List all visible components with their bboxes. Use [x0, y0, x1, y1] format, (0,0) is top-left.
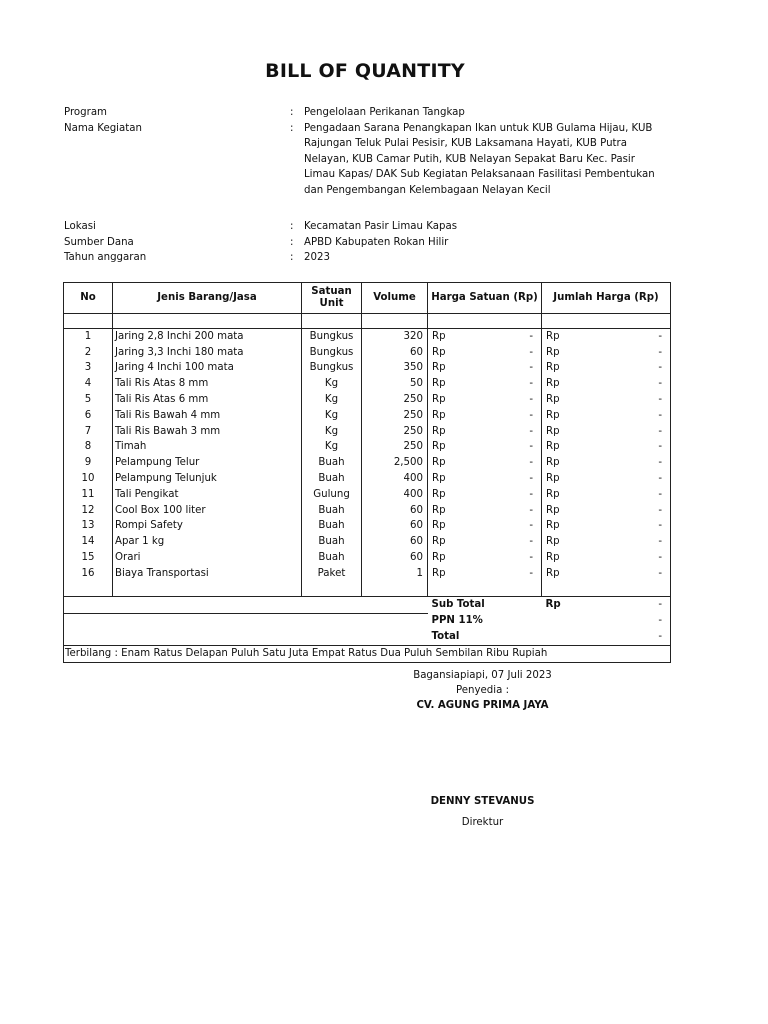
row-harga-satuan [428, 424, 542, 440]
row-harga-satuan [428, 392, 542, 408]
meta-label: Nama Kegiatan [64, 122, 142, 134]
boq-table [63, 282, 671, 663]
amount-dash: - [529, 330, 533, 342]
subtotal-row-label: Sub Total [431, 598, 485, 610]
meta-row-program [64, 105, 664, 121]
row-item: Cool Box 100 liter [113, 503, 302, 519]
row-item: Tali Ris Atas 6 mm [113, 392, 302, 408]
amount-dash: - [658, 504, 662, 516]
ppn-row-value [542, 613, 671, 629]
amount-dash: - [529, 504, 533, 516]
row-unit: Paket [302, 566, 362, 582]
row-volume: 60 [362, 503, 428, 519]
table-row [64, 361, 671, 377]
table-row [64, 471, 671, 487]
row-item: Tali Ris Bawah 4 mm [113, 408, 302, 424]
row-unit: Bungkus [302, 345, 362, 361]
amount-dash: - [529, 552, 533, 564]
row-no: 7 [64, 424, 113, 440]
row-item: Timah [113, 440, 302, 456]
currency-label: Rp [432, 473, 446, 485]
row-jumlah-harga [542, 376, 671, 392]
currency-label: Rp [432, 330, 446, 342]
amount-dash: - [529, 378, 533, 390]
row-unit: Bungkus [302, 361, 362, 377]
table-spacer-row [64, 582, 671, 597]
header-volume: Volume [362, 283, 428, 314]
row-jumlah-harga [542, 566, 671, 582]
currency-label: Rp [432, 362, 446, 374]
row-item: Apar 1 kg [113, 534, 302, 550]
row-item: Jaring 3,3 Inchi 180 mata [113, 345, 302, 361]
currency-label: Rp [546, 394, 560, 406]
currency-label: Rp [546, 457, 560, 469]
row-no: 16 [64, 566, 113, 582]
header-no: No [64, 283, 113, 314]
row-harga-satuan [428, 519, 542, 535]
table-row [64, 440, 671, 456]
row-volume: 250 [362, 408, 428, 424]
row-item: Jaring 4 Inchi 100 mata [113, 361, 302, 377]
amount-dash: - [529, 520, 533, 532]
amount-dash: - [658, 330, 662, 342]
signature-block [380, 668, 585, 713]
meta-value: APBD Kabupaten Rokan Hilir [304, 236, 449, 248]
row-unit: Buah [302, 519, 362, 535]
row-harga-satuan [428, 345, 542, 361]
row-no: 1 [64, 329, 113, 345]
row-volume: 60 [362, 550, 428, 566]
row-jumlah-harga [542, 424, 671, 440]
row-harga-satuan [428, 329, 542, 345]
currency-label: Rp [432, 441, 446, 453]
currency-label: Rp [432, 457, 446, 469]
row-volume: 60 [362, 534, 428, 550]
currency-label: Rp [545, 598, 561, 610]
row-unit: Kg [302, 392, 362, 408]
meta-value: Pengadaan Sarana Penangkapan Ikan untuk KUB Gulama Hijau, KUB Rajungan Teluk Pulai Pesisir, KUB Laksamana Hayati, KUB Putra Nelayan, KUB Camar Putih, KUB Nelayan Sepakat Baru Kec. Pasir Limau Kapas/ DAK Sub Kegiatan Pelaksanaan Fasilitasi Pembentukan dan Pengembangan Kelembagaan Nelayan Kecil [304, 122, 655, 196]
row-unit: Buah [302, 534, 362, 550]
currency-label: Rp [432, 346, 446, 358]
amount-dash: - [529, 473, 533, 485]
currency-label: Rp [432, 552, 446, 564]
document-title: BILL OF QUANTITY [265, 60, 465, 82]
row-harga-satuan [428, 440, 542, 456]
row-jumlah-harga [542, 361, 671, 377]
amount-dash: - [658, 346, 662, 358]
currency-label: Rp [546, 504, 560, 516]
row-no: 5 [64, 392, 113, 408]
header-jenis: Jenis Barang/Jasa [113, 283, 302, 314]
amount-dash: - [658, 488, 662, 500]
row-unit: Buah [302, 550, 362, 566]
table-row [64, 345, 671, 361]
header-jumlah-harga: Jumlah Harga (Rp) [542, 283, 671, 314]
ppn-row [64, 613, 671, 629]
currency-label: Rp [432, 394, 446, 406]
row-harga-satuan [428, 376, 542, 392]
currency-label: Rp [546, 441, 560, 453]
row-no: 15 [64, 550, 113, 566]
row-jumlah-harga [542, 440, 671, 456]
table-row [64, 487, 671, 503]
row-item: Tali Pengikat [113, 487, 302, 503]
table-row [64, 329, 671, 345]
currency-label: Rp [432, 520, 446, 532]
meta-row-lokasi [64, 219, 664, 235]
header-harga-satuan: Harga Satuan (Rp) [428, 283, 542, 314]
table-row [64, 392, 671, 408]
row-item: Biaya Transportasi [113, 566, 302, 582]
subtotal-row-value [542, 596, 671, 613]
amount-dash: - [658, 425, 662, 437]
row-harga-satuan [428, 455, 542, 471]
row-unit: Kg [302, 424, 362, 440]
row-volume: 250 [362, 392, 428, 408]
meta-label: Tahun anggaran [64, 252, 147, 264]
row-harga-satuan [428, 487, 542, 503]
amount-dash: - [658, 473, 662, 485]
row-item: Rompi Safety [113, 519, 302, 535]
currency-label: Rp [546, 346, 560, 358]
total-row [64, 629, 671, 645]
row-harga-satuan [428, 534, 542, 550]
row-jumlah-harga [542, 455, 671, 471]
row-no: 8 [64, 440, 113, 456]
row-volume: 1 [362, 566, 428, 582]
amount-dash: - [658, 409, 662, 421]
meta-label: Lokasi [64, 221, 96, 232]
currency-label: Rp [546, 362, 560, 374]
meta-row-nama-kegiatan [64, 121, 664, 199]
row-volume: 400 [362, 487, 428, 503]
amount-dash: - [529, 441, 533, 453]
amount-dash: - [529, 536, 533, 548]
row-volume: 2,500 [362, 455, 428, 471]
table-row [64, 455, 671, 471]
signer-title: Direktur [461, 817, 504, 828]
row-no: 11 [64, 487, 113, 503]
terbilang-row [64, 646, 671, 663]
row-jumlah-harga [542, 329, 671, 345]
total-row-value [542, 629, 671, 645]
meta-colon: : [290, 122, 294, 134]
row-jumlah-harga [542, 503, 671, 519]
row-jumlah-harga [542, 392, 671, 408]
row-jumlah-harga [542, 487, 671, 503]
company-name: CV. AGUNG PRIMA JAYA [416, 700, 549, 711]
table-row [64, 424, 671, 440]
amount-dash: - [658, 378, 662, 390]
row-item: Tali Ris Bawah 3 mm [113, 424, 302, 440]
currency-label: Rp [546, 552, 560, 564]
currency-label: Rp [546, 378, 560, 390]
amount-dash: - [658, 441, 662, 453]
row-no: 14 [64, 534, 113, 550]
subtotal-row [64, 596, 671, 613]
row-no: 10 [64, 471, 113, 487]
amount-dash: - [658, 631, 662, 643]
meta-colon: : [290, 252, 294, 264]
amount-dash: - [658, 598, 662, 610]
row-volume: 60 [362, 345, 428, 361]
place-date: Bagansiapiapi, 07 Juli 2023 [413, 670, 552, 681]
table-row [64, 519, 671, 535]
table-row [64, 566, 671, 582]
row-no: 2 [64, 345, 113, 361]
meta-block-bottom [64, 219, 664, 266]
row-item: Pelampung Telur [113, 455, 302, 471]
amount-dash: - [529, 457, 533, 469]
table-header-row [64, 283, 671, 314]
meta-label: Sumber Dana [64, 236, 134, 248]
meta-value: 2023 [304, 252, 330, 264]
meta-colon: : [290, 236, 294, 248]
currency-label: Rp [432, 378, 446, 390]
row-volume: 400 [362, 471, 428, 487]
row-unit: Buah [302, 503, 362, 519]
amount-dash: - [529, 425, 533, 437]
row-volume: 250 [362, 440, 428, 456]
table-spacer-row [64, 314, 671, 329]
row-item: Orari [113, 550, 302, 566]
currency-label: Rp [546, 330, 560, 342]
row-unit: Gulung [302, 487, 362, 503]
row-no: 3 [64, 361, 113, 377]
total-row-label: Total [428, 629, 542, 645]
amount-dash: - [658, 362, 662, 374]
row-jumlah-harga [542, 345, 671, 361]
table-row [64, 550, 671, 566]
table-row [64, 534, 671, 550]
row-no: 13 [64, 519, 113, 535]
table-row [64, 503, 671, 519]
amount-dash: - [658, 457, 662, 469]
amount-dash: - [658, 567, 662, 579]
row-unit: Buah [302, 455, 362, 471]
row-jumlah-harga [542, 471, 671, 487]
row-harga-satuan [428, 471, 542, 487]
meta-colon: : [290, 221, 294, 232]
amount-dash: - [529, 567, 533, 579]
row-item: Pelampung Telunjuk [113, 471, 302, 487]
table-row [64, 376, 671, 392]
meta-row-sumber-dana [64, 235, 664, 251]
meta-block-top [64, 105, 664, 199]
currency-label: Rp [432, 536, 446, 548]
currency-label: Rp [432, 567, 446, 579]
amount-dash: - [658, 520, 662, 532]
row-jumlah-harga [542, 550, 671, 566]
row-volume: 50 [362, 376, 428, 392]
row-harga-satuan [428, 550, 542, 566]
row-unit: Buah [302, 471, 362, 487]
meta-value: Kecamatan Pasir Limau Kapas [304, 221, 458, 232]
currency-label: Rp [546, 409, 560, 421]
row-volume: 60 [362, 519, 428, 535]
amount-dash: - [658, 536, 662, 548]
amount-dash: - [658, 615, 662, 627]
row-no: 12 [64, 503, 113, 519]
currency-label: Rp [546, 536, 560, 548]
currency-label: Rp [546, 567, 560, 579]
header-satuan: Satuan Unit [302, 283, 362, 314]
row-volume: 350 [362, 361, 428, 377]
row-jumlah-harga [542, 519, 671, 535]
currency-label: Rp [546, 520, 560, 532]
row-harga-satuan [428, 408, 542, 424]
meta-row-tahun-anggaran [64, 250, 664, 266]
currency-label: Rp [432, 504, 446, 516]
meta-colon: : [290, 107, 294, 118]
signer-name: DENNY STEVANUS [430, 796, 535, 807]
meta-label: Program [64, 107, 107, 118]
row-item: Tali Ris Atas 8 mm [113, 376, 302, 392]
amount-dash: - [529, 394, 533, 406]
row-unit: Kg [302, 440, 362, 456]
signer-block [380, 794, 585, 830]
table-row [64, 408, 671, 424]
currency-label: Rp [546, 473, 560, 485]
ppn-row-label: PPN 11% [431, 615, 483, 627]
row-unit: Bungkus [302, 329, 362, 345]
terbilang-text: Terbilang : Enam Ratus Delapan Puluh Satu Juta Empat Ratus Dua Puluh Sembilan Ribu Rupiah [64, 646, 671, 663]
row-volume: 250 [362, 424, 428, 440]
currency-label: Rp [546, 488, 560, 500]
row-no: 4 [64, 376, 113, 392]
row-unit: Kg [302, 408, 362, 424]
row-no: 9 [64, 455, 113, 471]
currency-label: Rp [432, 409, 446, 421]
row-harga-satuan [428, 503, 542, 519]
row-harga-satuan [428, 361, 542, 377]
amount-dash: - [529, 346, 533, 358]
row-harga-satuan [428, 566, 542, 582]
signer-role: Penyedia : [455, 685, 509, 696]
currency-label: Rp [432, 488, 446, 500]
row-no: 6 [64, 408, 113, 424]
currency-label: Rp [432, 425, 446, 437]
currency-label: Rp [546, 425, 560, 437]
row-jumlah-harga [542, 408, 671, 424]
amount-dash: - [529, 409, 533, 421]
row-item: Jaring 2,8 Inchi 200 mata [113, 329, 302, 345]
amount-dash: - [529, 488, 533, 500]
amount-dash: - [658, 394, 662, 406]
row-unit: Kg [302, 376, 362, 392]
row-volume: 320 [362, 329, 428, 345]
amount-dash: - [529, 362, 533, 374]
row-jumlah-harga [542, 534, 671, 550]
meta-value: Pengelolaan Perikanan Tangkap [304, 107, 465, 118]
amount-dash: - [658, 552, 662, 564]
